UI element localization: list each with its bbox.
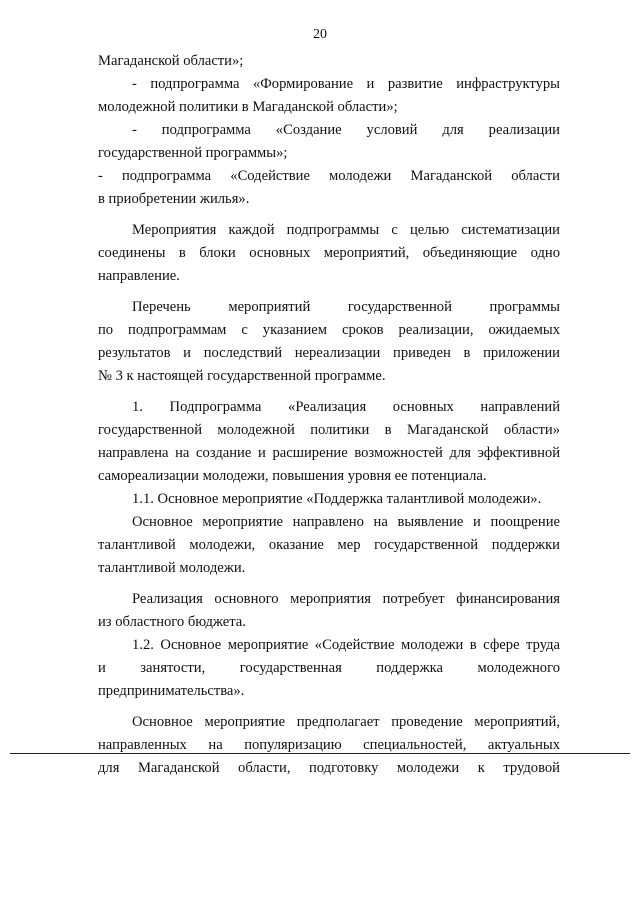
text-line: - подпрограмма «Формирование и развитие инфраструктуры — [132, 76, 560, 92]
text-line: и занятости, государственная поддержка молодежного — [98, 660, 560, 676]
text-line: талантливой молодежи, оказание мер государственной поддержки — [98, 537, 560, 553]
text-line: Магаданской области»; — [98, 53, 244, 69]
text-line: по подпрограммам с указанием сроков реализации, ожидаемых — [98, 322, 560, 338]
text-line: направление. — [98, 268, 180, 284]
text-line: Основное мероприятие направлено на выявление и поощрение — [132, 514, 560, 530]
page-number: 20 — [313, 27, 327, 42]
text-line: 1.1. Основное мероприятие «Поддержка талантливой молодежи». — [132, 491, 542, 507]
text-line: Перечень мероприятий государственной программы — [132, 299, 560, 315]
text-line: из областного бюджета. — [98, 614, 246, 630]
text-line: - подпрограмма «Создание условий для реализации — [132, 122, 560, 138]
text-line: 1. Подпрограмма «Реализация основных направлений — [132, 399, 560, 415]
text-line: - подпрограмма «Содействие молодежи Магаданской области — [98, 168, 560, 184]
text-line: талантливой молодежи. — [98, 560, 246, 576]
text-line: соединены в блоки основных мероприятий, объединяющие одно — [98, 245, 560, 261]
text-line: самореализации молодежи, повышения уровня ее потенциала. — [98, 468, 487, 484]
text-line: Основное мероприятие предполагает проведение мероприятий, — [132, 714, 560, 730]
text-line: направленных на популяризацию специальностей, актуальных — [98, 737, 560, 753]
text-line: государственной программы»; — [98, 145, 288, 161]
text-line: № 3 к настоящей государственной программе. — [98, 368, 386, 384]
text-line: Реализация основного мероприятия потребует финансирования — [132, 591, 560, 607]
text-line: для Магаданской области, подготовку молодежи к трудовой — [98, 760, 560, 776]
text-line: 1.2. Основное мероприятие «Содействие молодежи в сфере труда — [132, 637, 560, 653]
text-line: предпринимательства». — [98, 683, 245, 699]
footer-rule — [10, 753, 630, 754]
text-line: Мероприятия каждой подпрограммы с целью систематизации — [132, 222, 560, 238]
document-body — [98, 50, 560, 780]
text-line: государственной молодежной политики в Магаданской области» — [98, 422, 560, 438]
text-line: молодежной политики в Магаданской области»; — [98, 99, 398, 115]
text-line: направлена на создание и расширение возможностей для эффективной — [98, 445, 560, 461]
text-line: в приобретении жилья». — [98, 191, 250, 207]
text-line: результатов и последствий нереализации приведен в приложении — [98, 345, 560, 361]
